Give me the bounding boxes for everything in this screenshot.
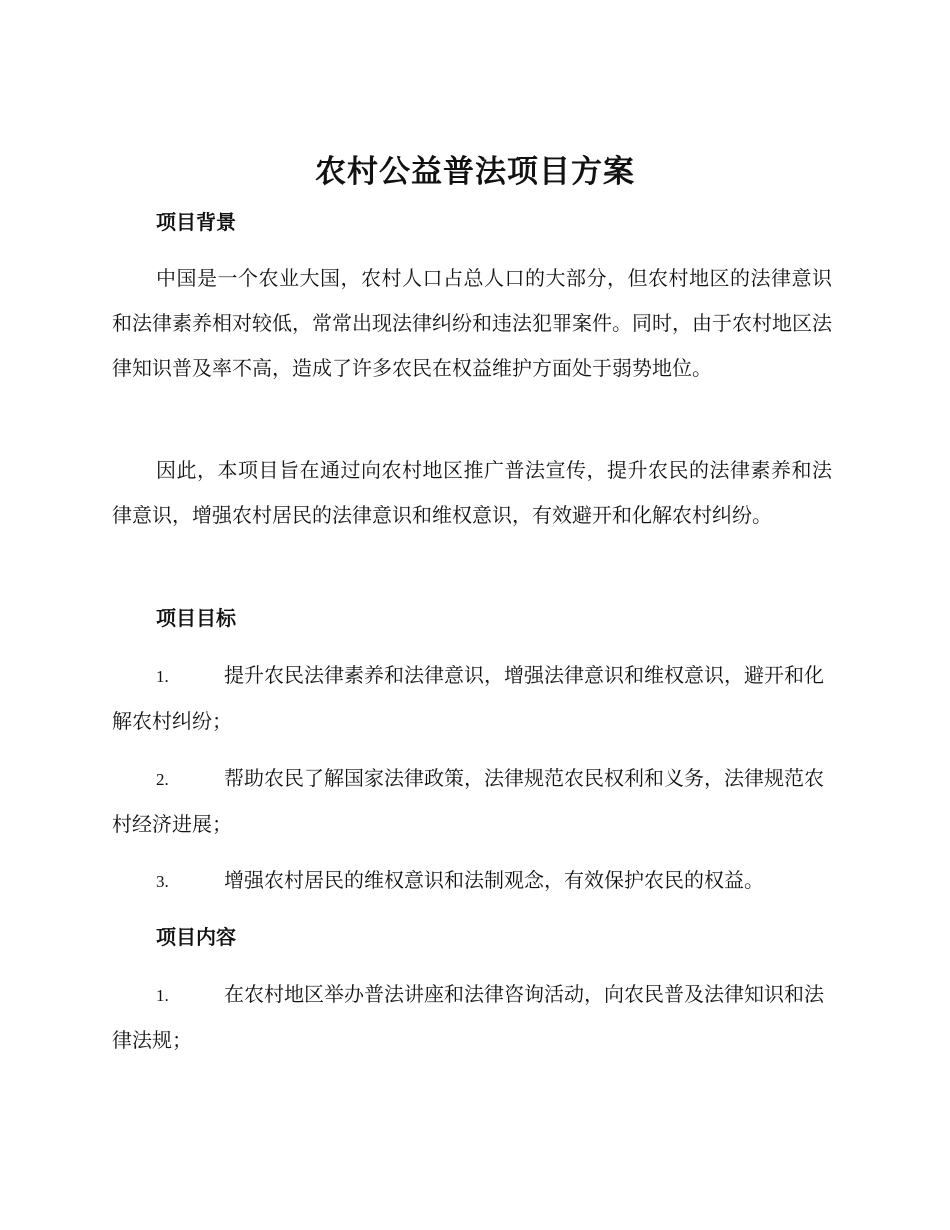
section-heading-background: 项目背景 [156, 210, 236, 234]
section-heading-goals: 项目目标 [156, 606, 236, 630]
section-heading-content: 项目内容 [156, 925, 236, 949]
list-number: 1. [156, 667, 169, 686]
list-number: 1. [156, 986, 169, 1005]
content-item-1 [112, 972, 832, 1063]
list-item-text: 提升农民法律素养和法律意识，增强法律意识和维权意识，避开和化解农村纠纷； [112, 663, 824, 733]
goal-item-3 [112, 858, 832, 904]
background-paragraph-2: 因此，本项目旨在通过向农村地区推广普法宣传，提升农民的法律素养和法律意识，增强农村居民的法律意识和维权意识，有效避开和化解农村纠纷。 [112, 458, 832, 527]
goal-item-1 [112, 653, 832, 744]
list-item-text: 增强农村居民的维权意识和法制观念，有效保护农民的权益。 [224, 868, 764, 892]
document-title: 农村公益普法项目方案 [315, 154, 635, 190]
list-number: 3. [156, 872, 169, 891]
goal-item-2 [112, 756, 832, 847]
list-number: 2. [156, 770, 169, 789]
list-item-text: 帮助农民了解国家法律政策，法律规范农民权利和义务，法律规范农村经济进展； [112, 766, 824, 836]
background-paragraph-1: 中国是一个农业大国，农村人口占总人口的大部分，但农村地区的法律意识和法律素养相对较低，常常出现法律纠纷和违法犯罪案件。同时，由于农村地区法律知识普及率不高，造成了许多农民在权益维护方面处于弱势地位。 [112, 266, 832, 380]
list-item-text: 在农村地区举办普法讲座和法律咨询活动，向农民普及法律知识和法律法规； [112, 982, 824, 1052]
